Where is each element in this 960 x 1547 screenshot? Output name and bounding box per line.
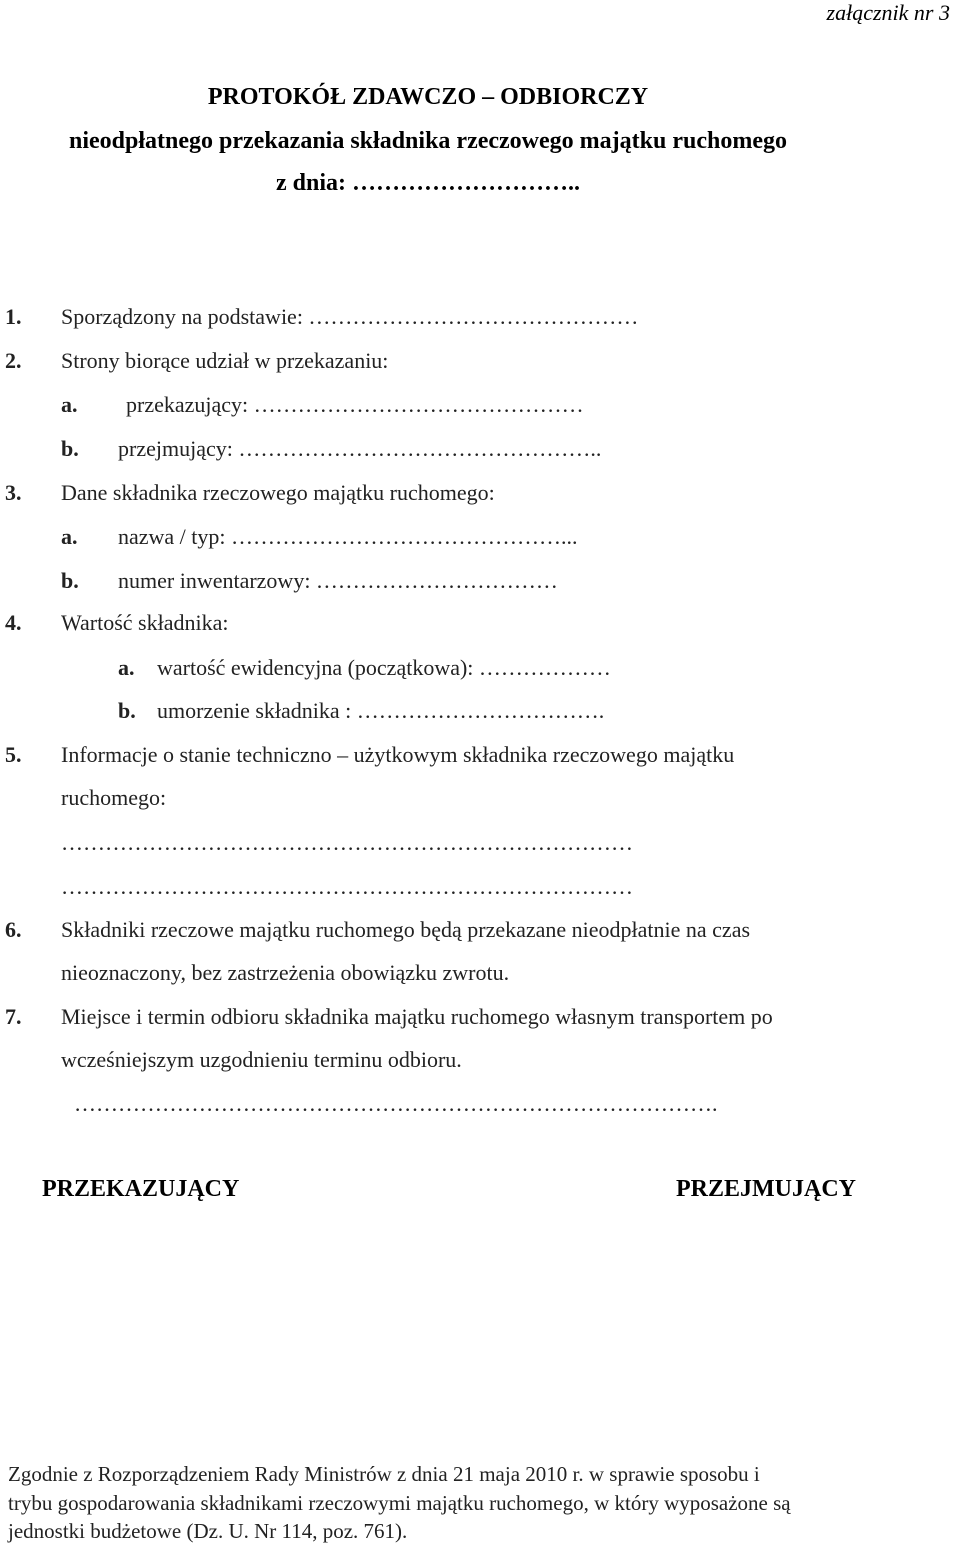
item-3b-letter: b.: [61, 568, 79, 593]
annex-label: załącznik nr 3: [826, 0, 950, 25]
item-5-line2: ruchomego:: [61, 785, 167, 810]
item-5-blank-2: ……………………………………………………………………: [61, 874, 633, 899]
item-4b-text: umorzenie składnika : …………………………….: [157, 698, 605, 723]
item-5-number: 5.: [5, 742, 22, 767]
item-4b-letter: b.: [118, 698, 136, 723]
item-4-number: 4.: [5, 610, 22, 635]
item-7-line1: Miejsce i termin odbioru składnika majątku ruchomego własnym transportem po: [61, 1004, 773, 1029]
item-4a-text: wartość ewidencyjna (początkowa): ………………: [157, 655, 611, 680]
footer-line1: Zgodnie z Rozporządzeniem Rady Ministrów z dnia 21 maja 2010 r. w sprawie sposobu i: [8, 1462, 760, 1486]
signature-recipient: PRZEJMUJĄCY: [676, 1176, 856, 1202]
item-4a-letter: a.: [118, 655, 135, 680]
item-5-line1: Informacje o stanie techniczno – użytkowym składnika rzeczowego majątku: [61, 742, 735, 767]
item-1-text: Sporządzony na podstawie: ………………………………………: [61, 304, 639, 329]
item-3a-letter: a.: [61, 524, 78, 549]
document-title: PROTOKÓŁ ZDAWCZO – ODBIORCZY: [207, 84, 649, 110]
item-3b-text: numer inwentarzowy: ……………………………: [118, 568, 558, 593]
item-3-number: 3.: [5, 480, 22, 505]
item-2-text: Strony biorące udział w przekazaniu:: [61, 348, 389, 373]
item-7-number: 7.: [5, 1004, 22, 1029]
item-4-text: Wartość składnika:: [61, 610, 229, 635]
item-2a-text: przekazujący: ………………………………………: [126, 392, 584, 417]
item-5-blank-1: ……………………………………………………………………: [61, 830, 633, 855]
document-subtitle: nieodpłatnego przekazania składnika rzeczowego majątku ruchomego: [69, 128, 787, 154]
item-7-blank: …………………………………………………………………………….: [74, 1091, 718, 1116]
item-6-line2: nieoznaczony, bez zastrzeżenia obowiązku zwrotu.: [61, 960, 510, 985]
signature-transferor: PRZEKAZUJĄCY: [42, 1176, 240, 1202]
item-2a-letter: a.: [61, 392, 78, 417]
item-7-line2: wcześniejszym uzgodnieniu terminu odbioru.: [61, 1047, 462, 1072]
item-3-text: Dane składnika rzeczowego majątku ruchomego:: [61, 480, 495, 505]
footer-line2: trybu gospodarowania składnikami rzeczowymi majątku ruchomego, w który wyposażone są: [8, 1491, 791, 1515]
item-2b-text: przejmujący: …………………………………………..: [118, 436, 602, 461]
item-2b-letter: b.: [61, 436, 79, 461]
item-2-number: 2.: [5, 348, 22, 373]
item-3a-text: nazwa / typ: ………………………………………...: [118, 524, 578, 549]
footer-line3: jednostki budżetowe (Dz. U. Nr 114, poz. 761).: [8, 1519, 408, 1543]
date-line: z dnia: ………………………..: [275, 170, 580, 196]
item-6-line1: Składniki rzeczowe majątku ruchomego będą przekazane nieodpłatnie na czas: [61, 917, 751, 942]
item-6-number: 6.: [5, 917, 22, 942]
item-1-number: 1.: [5, 304, 22, 329]
